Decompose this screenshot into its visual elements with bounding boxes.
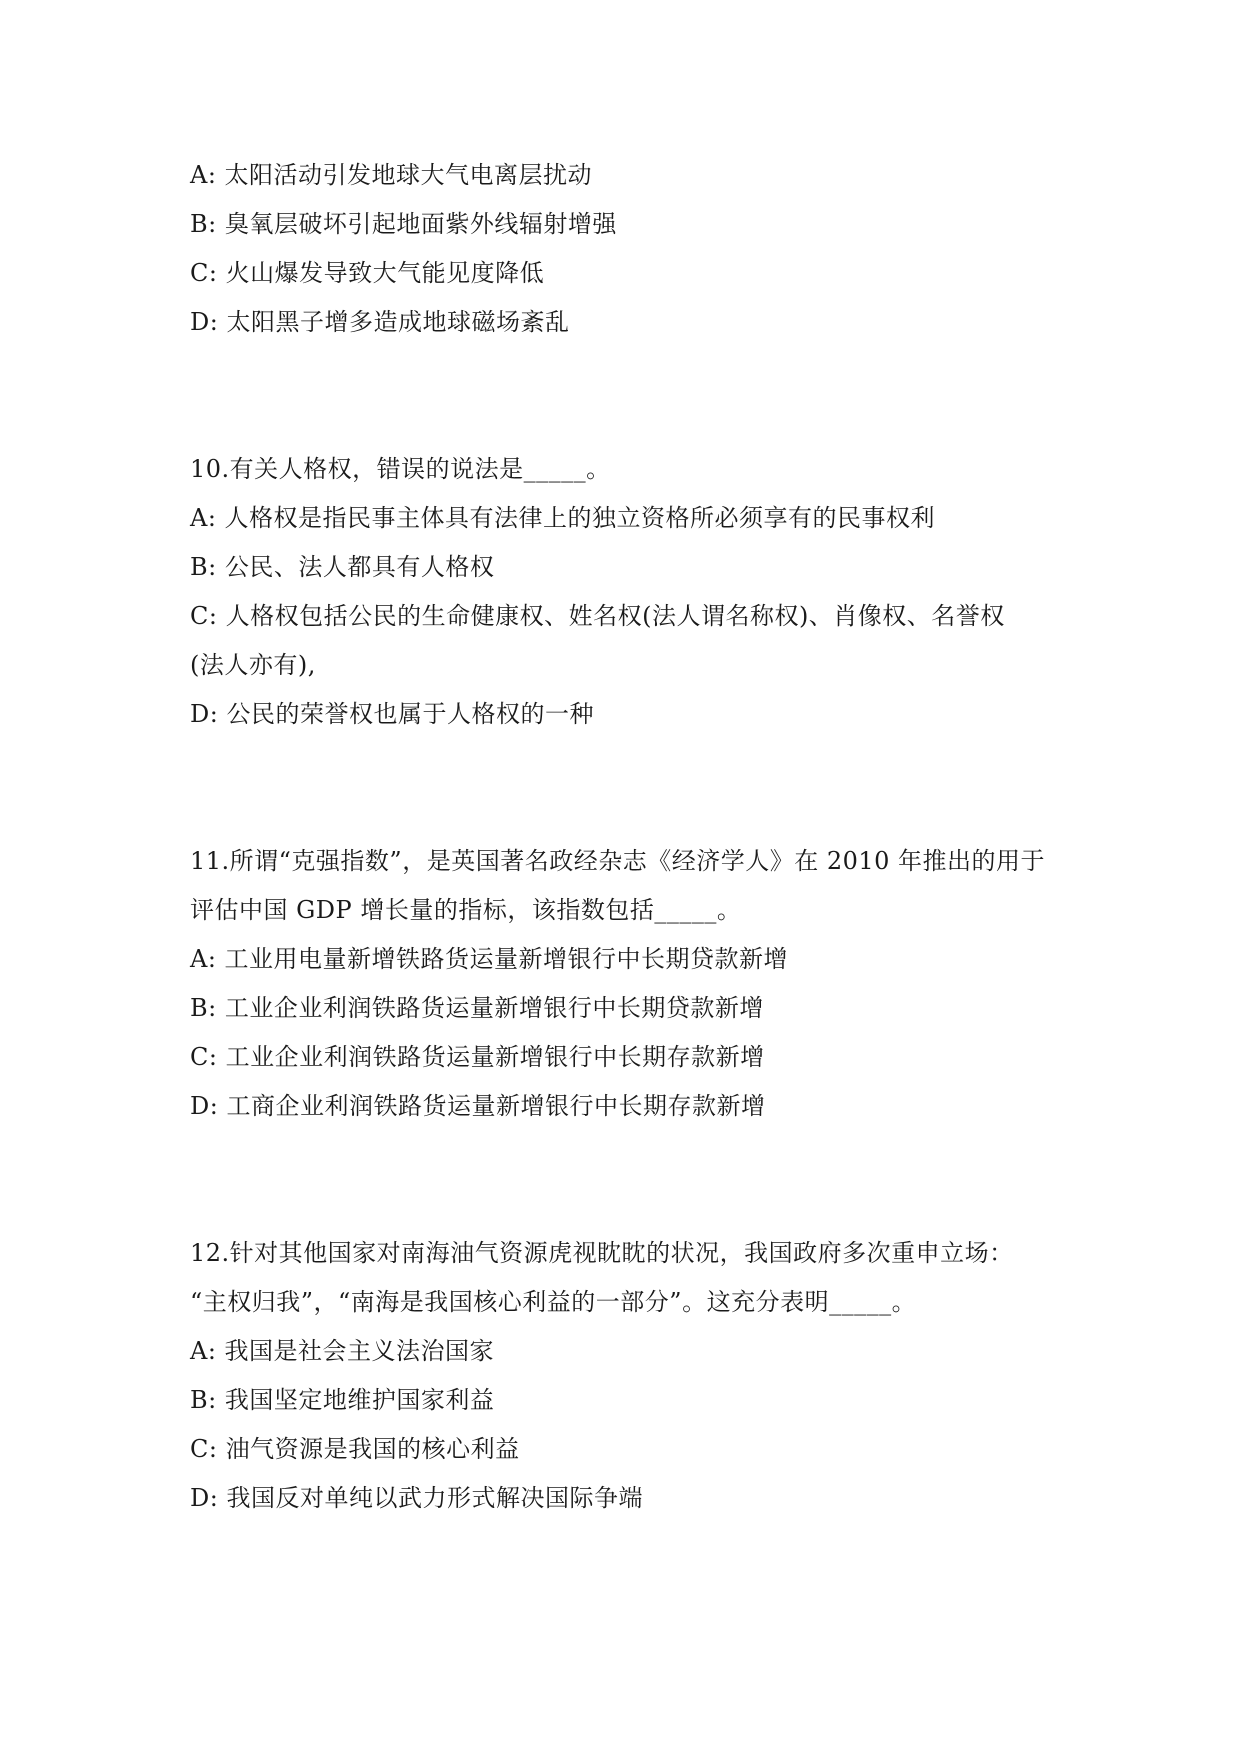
- q10-stem: 10.有关人格权，错误的说法是_____。: [190, 455, 611, 483]
- q11-option-d: D: 工商企业利润铁路货运量新增银行中长期存款新增: [190, 1092, 766, 1120]
- q12-option-a: A: 我国是社会主义法治国家: [190, 1337, 495, 1365]
- q11-option-c: C: 工业企业利润铁路货运量新增银行中长期存款新增: [190, 1043, 765, 1071]
- q11-stem-line1: 11.所谓“克强指数”，是英国著名政经杂志《经济学人》在 2010 年推出的用于: [190, 847, 1046, 875]
- q11-stem-line2: 评估中国 GDP 增长量的指标，该指数包括_____。: [190, 896, 742, 924]
- prev-option-b: B: 臭氧层破坏引起地面紫外线辐射增强: [190, 210, 617, 238]
- q11-option-a: A: 工业用电量新增铁路货运量新增银行中长期贷款新增: [190, 945, 789, 973]
- q10-option-c-cont: (法人亦有),: [190, 651, 316, 679]
- prev-option-c: C: 火山爆发导致大气能见度降低: [190, 259, 545, 287]
- q12-option-c: C: 油气资源是我国的核心利益: [190, 1435, 520, 1463]
- q12-option-d: D: 我国反对单纯以武力形式解决国际争端: [190, 1484, 643, 1512]
- q10-option-b: B: 公民、法人都具有人格权: [190, 553, 495, 581]
- q10-option-a: A: 人格权是指民事主体具有法律上的独立资格所必须享有的民事权利: [190, 504, 936, 532]
- q10-option-c: C: 人格权包括公民的生命健康权、姓名权(法人谓名称权)、肖像权、名誉权: [190, 602, 1005, 630]
- q11-option-b: B: 工业企业利润铁路货运量新增银行中长期贷款新增: [190, 994, 764, 1022]
- q10-option-d: D: 公民的荣誉权也属于人格权的一种: [190, 700, 594, 728]
- q12-option-b: B: 我国坚定地维护国家利益: [190, 1386, 495, 1414]
- prev-option-d: D: 太阳黑子增多造成地球磁场紊乱: [190, 308, 570, 336]
- q12-stem-line2: “主权归我”，“南海是我国核心利益的一部分”。这充分表明_____。: [190, 1288, 917, 1316]
- prev-option-a: A: 太阳活动引发地球大气电离层扰动: [190, 161, 593, 189]
- q12-stem-line1: 12.针对其他国家对南海油气资源虎视眈眈的状况，我国政府多次重申立场：: [190, 1239, 1014, 1267]
